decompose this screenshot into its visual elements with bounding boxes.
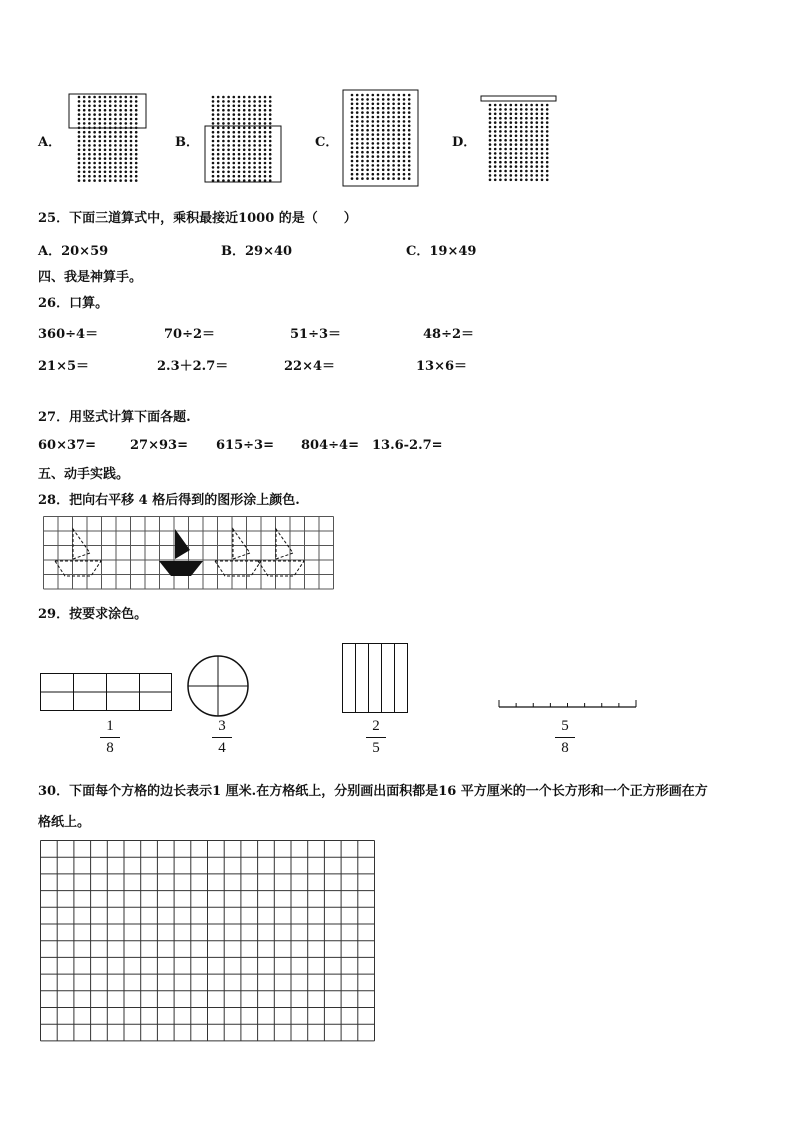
- q26-expr: 48÷2＝: [423, 327, 475, 342]
- option-a-label: A．: [38, 135, 62, 150]
- question-30-line-1: 30．下面每个方格的边长表示1 厘米.在方格纸上，分别画出面积都是16 平方厘米的一个长方形和一个正方形画在方: [38, 784, 708, 799]
- dot-grid-a: [68, 93, 148, 185]
- q26-expr: 21×5＝: [38, 359, 90, 374]
- q26-expr: 13×6＝: [416, 359, 468, 374]
- rectangle-eighths-shape: [40, 673, 174, 713]
- q26-expr: 360÷4＝: [38, 327, 99, 342]
- q26-expr: 2.3＋2.7＝: [157, 359, 229, 374]
- rectangle-fifths-shape: [342, 643, 410, 715]
- dashed-boat-icon: [55, 529, 101, 576]
- q27-expr: 13.6-2.7=: [372, 438, 443, 453]
- question-28: 28．把向右平移 4 格后得到的图形涂上颜色.: [38, 493, 300, 508]
- black-boat-icon: [159, 529, 203, 576]
- q25-option-b: B．29×40: [221, 244, 293, 259]
- question-25: 25．下面三道算式中，乘积最接近1000 的是（ ）: [38, 211, 357, 226]
- circle-quarters-shape: [186, 654, 250, 718]
- question-29: 29．按要求涂色。: [38, 607, 148, 622]
- option-d-label: D．: [452, 135, 477, 150]
- dashed-boat-icon: [215, 529, 261, 576]
- square-grid-paper: [40, 840, 378, 1042]
- dot-grid-d: [480, 95, 560, 187]
- section-4-heading: 四、我是神算手。: [38, 270, 143, 285]
- q26-expr: 70÷2＝: [164, 327, 216, 342]
- question-26: 26．口算。: [38, 296, 109, 311]
- dashed-boat-icon: [258, 529, 304, 576]
- q27-expr: 27×93=: [130, 438, 188, 453]
- section-5-heading: 五、动手实践。: [38, 467, 130, 482]
- fraction-1-8: 1 8: [100, 718, 120, 757]
- fraction-5-8: 5 8: [555, 718, 575, 757]
- q26-expr: 51÷3＝: [290, 327, 342, 342]
- option-b-label: B．: [175, 135, 199, 150]
- q27-expr: 60×37=: [38, 438, 96, 453]
- q26-expr: 22×4＝: [284, 359, 336, 374]
- q25-option-c: C．19×49: [406, 244, 477, 259]
- dot-grid-c: [342, 89, 422, 189]
- question-30-line-2: 格纸上。: [38, 815, 91, 830]
- boat-translation-grid: [43, 516, 335, 592]
- q27-expr: 804÷4=: [301, 438, 359, 453]
- dot-grid-b: [204, 93, 284, 185]
- option-c-label: C．: [315, 135, 339, 150]
- q27-expr: 615÷3=: [216, 438, 274, 453]
- question-27: 27．用竖式计算下面各题.: [38, 410, 191, 425]
- fraction-2-5: 2 5: [366, 718, 386, 757]
- fraction-3-4: 3 4: [212, 718, 232, 757]
- q25-option-a: A．20×59: [38, 244, 109, 259]
- segmented-line-shape: [498, 696, 640, 710]
